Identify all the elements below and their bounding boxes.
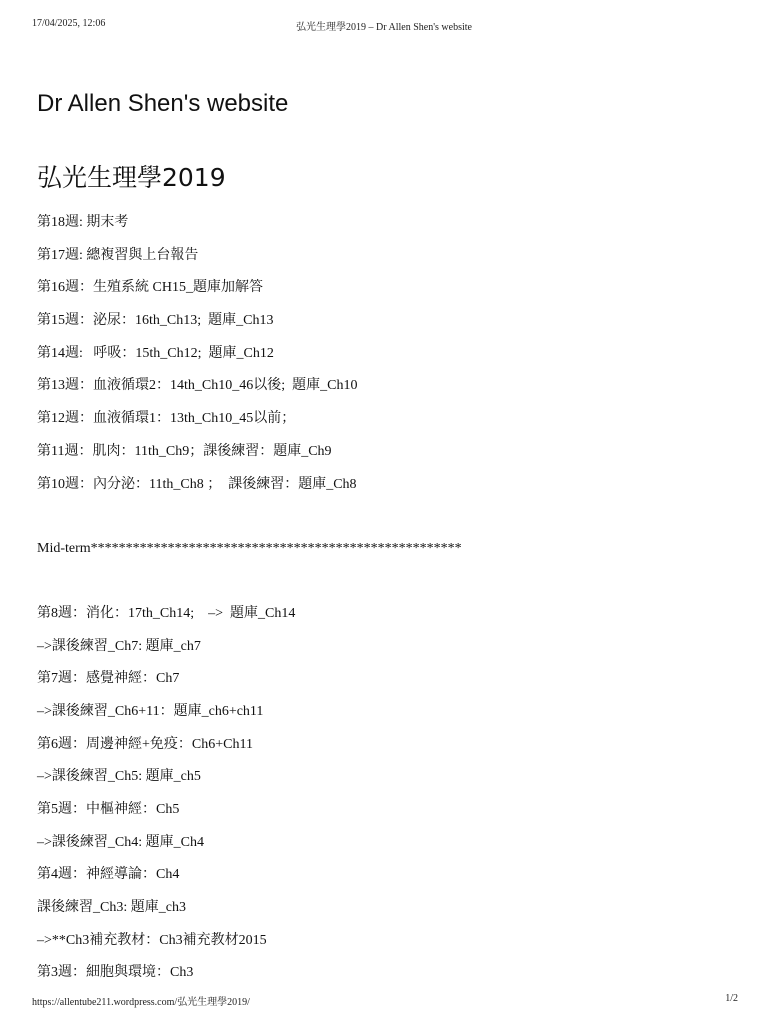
content-line-week5[interactable]: 第5週：中樞神經：Ch5 bbox=[37, 802, 180, 817]
content-line-week15[interactable]: 第15週：泌尿：16th_Ch13; 題庫_Ch13 bbox=[37, 313, 274, 329]
content-line-week13[interactable]: 第13週：血液循環2：14th_Ch10_46以後; 題庫_Ch10 bbox=[37, 378, 358, 394]
content-line-week3[interactable]: 第3週：細胞與環境：Ch3 bbox=[37, 965, 194, 981]
content-line-ch3-supplement[interactable]: –>**Ch3補充教材：Ch3補充教材2015 bbox=[37, 932, 267, 948]
print-page-number: 1/2 bbox=[725, 993, 738, 1004]
content-line-ch6-11-practice[interactable]: –>課後練習_Ch6+11：題庫_ch6+ch11 bbox=[37, 703, 264, 719]
content-line-ch7-practice[interactable]: –>課後練習_Ch7: 題庫_ch7 bbox=[37, 638, 201, 654]
content-line-ch3-practice[interactable]: 課後練習_Ch3: 題庫_ch3 bbox=[37, 900, 186, 916]
page-title: 弘光生理學2019 bbox=[37, 163, 226, 192]
site-title[interactable]: Dr Allen Shen's website bbox=[37, 90, 289, 117]
content-line-ch4-practice[interactable]: –>課後練習_Ch4: 題庫_Ch4 bbox=[37, 834, 204, 850]
content-line-week18: 第18週: 期末考 bbox=[37, 215, 129, 230]
content-line-week11[interactable]: 第11週：肌肉：11th_Ch9；課後練習：題庫_Ch9 bbox=[37, 443, 332, 459]
spacer bbox=[37, 506, 737, 538]
content-line-week6[interactable]: 第6週：周邊神經+免疫：Ch6+Ch11 bbox=[37, 736, 253, 752]
content-line-week12[interactable]: 第12週：血液循環1：13th_Ch10_45以前； bbox=[37, 411, 296, 427]
content-line-week8[interactable]: 第8週：消化：17th_Ch14; –> 題庫_Ch14 bbox=[37, 605, 296, 621]
page-content bbox=[37, 212, 737, 995]
content-line-week4[interactable]: 第4週：神經導論：Ch4 bbox=[37, 867, 180, 883]
content-line-week17: 第17週: 總複習與上台報告 bbox=[37, 247, 199, 263]
content-line-ch5-practice[interactable]: –>課後練習_Ch5: 題庫_ch5 bbox=[37, 769, 201, 785]
content-line-week10[interactable]: 第10週：內分泌：11th_Ch8 ； 課後練習：題庫_Ch8 bbox=[37, 476, 357, 492]
print-url: https://allentube211.wordpress.com/弘光生理學2019/ bbox=[32, 997, 250, 1008]
print-doc-title: 弘光生理學2019 – Dr Allen Shen's website bbox=[296, 22, 472, 33]
content-line-week7[interactable]: 第7週：感覺神經：Ch7 bbox=[37, 671, 180, 687]
spacer bbox=[37, 571, 737, 603]
print-datetime: 17/04/2025, 12:06 bbox=[32, 18, 106, 29]
content-line-week14[interactable]: 第14週: 呼吸：15th_Ch12; 題庫_Ch12 bbox=[37, 345, 274, 361]
midterm-divider: Mid-term***************************************************** bbox=[37, 541, 462, 557]
content-line-week16[interactable]: 第16週：生殖系統 CH15_題庫加解答 bbox=[37, 280, 263, 296]
